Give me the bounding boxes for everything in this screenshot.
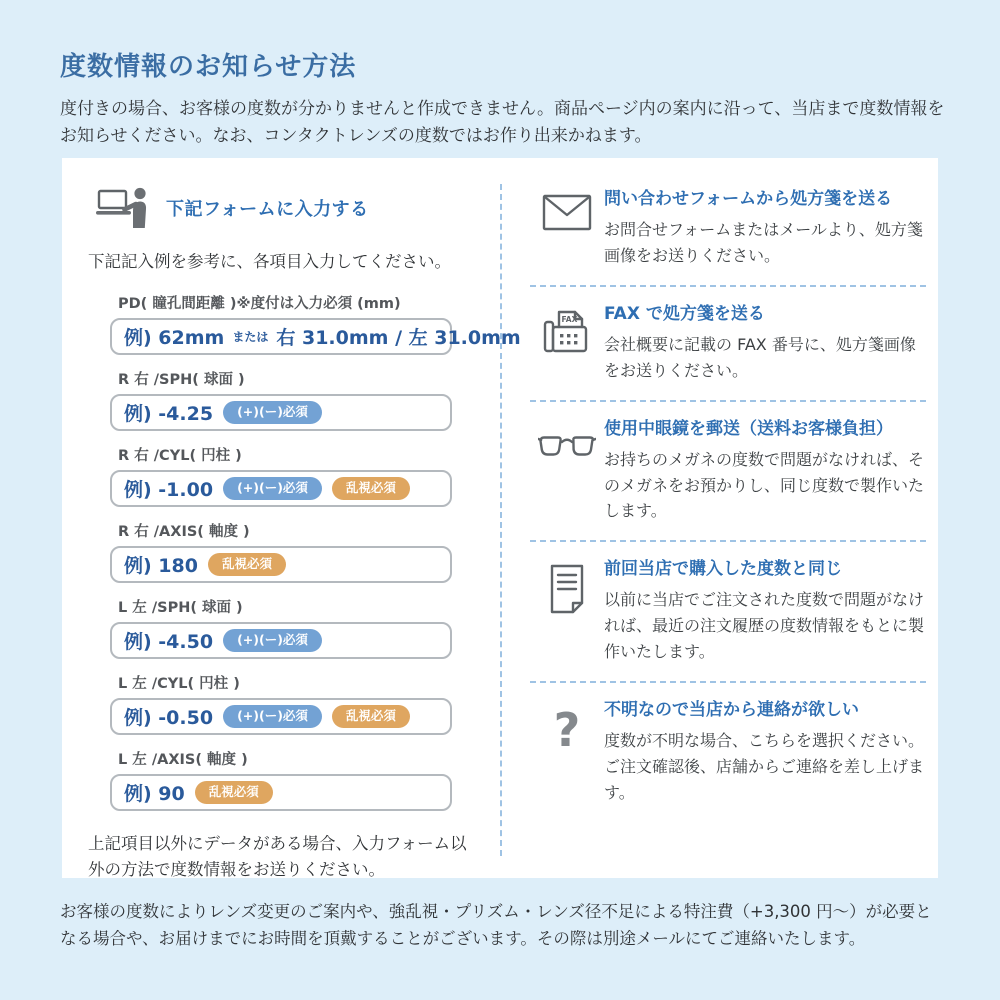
example-field-l-cyl — [110, 698, 452, 735]
form-guide-section — [88, 180, 521, 884]
field-label-pd: PD( 瞳孔間距離 )※度付は入力必須 (mm) — [118, 296, 401, 312]
method-contact-form — [530, 172, 926, 285]
example-value: 例) 180 — [124, 555, 198, 577]
required-sign-badge: (+)(ー)必須 — [223, 629, 322, 652]
method-body: お問合せフォームまたはメールより、処方箋画像をお送りください。 — [604, 220, 923, 265]
astigmatism-required-badge: 乱視必須 — [195, 781, 273, 804]
form-instruction: 下記記入例を参考に、各項目入力してください。 — [88, 252, 451, 271]
astigmatism-required-badge: 乱視必須 — [332, 477, 410, 500]
example-connector: または — [232, 330, 269, 344]
example-value: 例) 90 — [124, 783, 185, 805]
method-body: お持ちのメガネの度数で問題がなければ、そのメガネをお預かりし、同じ度数で製作いたします。 — [604, 449, 925, 521]
method-title: 前回当店で購入した度数と同じ — [604, 559, 842, 580]
method-previous-order — [530, 542, 926, 681]
example-value-2: 右 31.0mm / 左 31.0mm — [276, 327, 521, 349]
field-label-l-axis: L 左 /AXIS( 軸度 ) — [118, 752, 248, 768]
form-guide-heading: 下記フォームに入力する — [166, 199, 369, 220]
field-label-r-cyl: R 右 /CYL( 円柱 ) — [118, 448, 242, 464]
method-title: 問い合わせフォームから処方箋を送る — [604, 189, 893, 209]
example-field-r-sph — [110, 394, 452, 431]
example-value: 例) -1.00 — [124, 479, 214, 501]
astigmatism-required-badge: 乱視必須 — [208, 553, 286, 576]
field-label-l-cyl: L 左 /CYL( 円柱 ) — [118, 676, 240, 692]
field-label-r-sph: R 右 /SPH( 球面 ) — [118, 372, 245, 388]
column-divider — [500, 184, 502, 856]
method-body: 以前に当店でご注文された度数で問題がなければ、最近の注文履歴の度数情報をもとに製作いたします。 — [604, 590, 925, 662]
intro-text: 度付きの場合、お客様の度数が分かりませんと作成できません。商品ページ内の案内に沿って、当店まで度数情報をお知らせください。なお、コンタクトレンズの度数ではお作り出来かねます。 — [60, 99, 945, 147]
example-value: 例) -0.50 — [124, 707, 214, 729]
fax-icon — [530, 299, 604, 384]
required-sign-badge: (+)(ー)必須 — [223, 477, 322, 500]
field-label-r-axis: R 右 /AXIS( 軸度 ) — [118, 524, 250, 540]
required-sign-badge: (+)(ー)必須 — [223, 401, 322, 424]
example-value: 例) 62mm — [124, 327, 225, 349]
method-title: 使用中眼鏡を郵送（送料お客様負担） — [604, 418, 893, 439]
glasses-icon — [530, 414, 604, 525]
person-at-monitor-icon — [96, 184, 152, 232]
required-sign-badge: (+)(ー)必須 — [223, 705, 322, 728]
method-mail-glasses — [530, 402, 926, 541]
example-field-l-sph — [110, 622, 452, 659]
field-label-l-sph: L 左 /SPH( 球面 ) — [118, 600, 243, 616]
footer-note: お客様の度数によりレンズ変更のご案内や、強乱視・プリズム・レンズ径不足による特注費（+3,300 円〜）が必要となる場合や、お届けまでにお時間を頂戴することがございます。その際は別途メールにてご連絡いたします。 — [60, 902, 932, 949]
method-body: 度数が不明な場合、こちらを選択ください。ご注文確認後、店舗からご連絡を差し上げます。 — [604, 731, 925, 802]
method-title: FAX で処方箋を送る — [604, 303, 765, 324]
astigmatism-required-badge: 乱視必須 — [332, 705, 410, 728]
content-panel — [62, 158, 938, 878]
example-value: 例) -4.50 — [124, 631, 214, 653]
method-unknown-contact — [530, 683, 926, 822]
form-extra-note: 上記項目以外にデータがある場合、入力フォーム以外の方法で度数情報をお送りください。 — [88, 834, 467, 880]
method-body: 会社概要に記載の FAX 番号に、処方箋画像をお送りください。 — [604, 334, 916, 380]
envelope-icon — [530, 184, 604, 269]
method-title: 不明なので当店から連絡が欲しい — [604, 700, 859, 721]
methods-section — [530, 172, 926, 822]
example-field-pd — [110, 318, 521, 355]
question-icon — [530, 695, 604, 806]
example-value: 例) -4.25 — [124, 403, 214, 425]
example-field-l-axis — [110, 774, 452, 811]
page-title: 度数情報のお知らせ方法 — [60, 52, 357, 82]
method-fax — [530, 287, 926, 400]
example-field-r-axis — [110, 546, 452, 583]
form-guide-header — [96, 184, 493, 232]
fax-icon-label: FAX — [561, 314, 578, 324]
document-icon — [530, 554, 604, 665]
question-glyph: ? — [553, 703, 581, 758]
example-field-r-cyl — [110, 470, 452, 507]
